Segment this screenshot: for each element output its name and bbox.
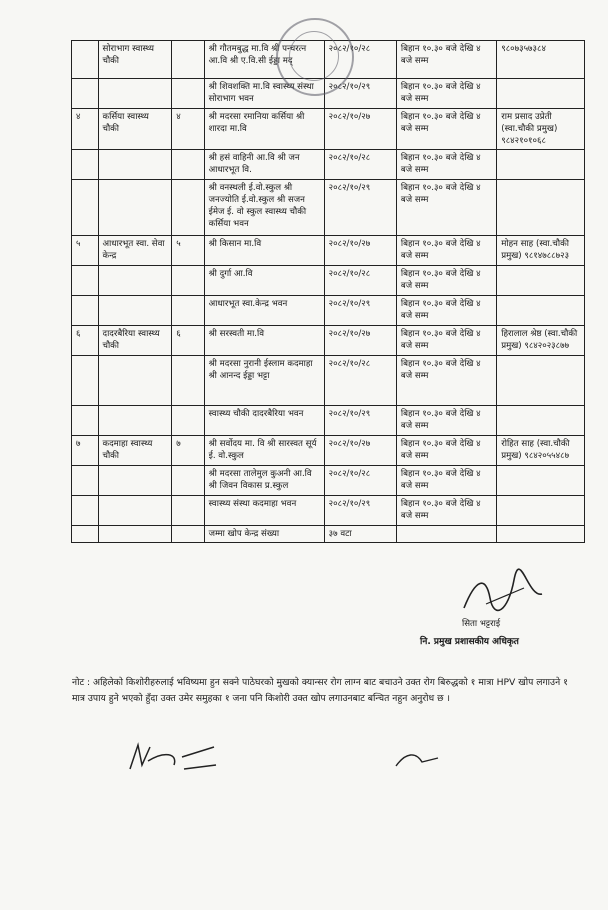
cell-school: श्री मदरसा नुरानी ईस्लाम कदमाहा श्री आनन्द ईड्डा भट्टा [204, 356, 324, 406]
cell-no: ४ [72, 109, 99, 150]
cell-contact: हिरालाल श्रेष्ठ (स्वा.चौकी प्रमुख) ९८४२०२३८७७ [497, 326, 585, 356]
cell-contact [497, 296, 585, 326]
signer-name: सिता भट्टराई [462, 619, 501, 629]
cell-date: २०८२/१०/२९ [324, 180, 396, 236]
cell-empty [172, 526, 204, 543]
cell-date: २०८२/१०/२९ [324, 406, 396, 436]
table-row [72, 406, 585, 436]
cell-no [72, 406, 99, 436]
cell-date: २०८२/१०/२८ [324, 356, 396, 406]
cell-post [98, 406, 172, 436]
cell-contact [497, 496, 585, 526]
cell-contact: ९८०७३५७३८४ [497, 41, 585, 79]
cell-contact: रोहित साह (स्वा.चौकी प्रमुख) ९८४२०५५४८७ [497, 436, 585, 466]
cell-count [172, 466, 204, 496]
cell-total-label: जम्मा खोप केन्द्र संख्या [204, 526, 324, 543]
cell-count [172, 296, 204, 326]
table-row [72, 236, 585, 266]
cell-time: बिहान १०.३० बजे देखि ४ बजे सम्म [396, 296, 496, 326]
cell-date: २०८२/१०/२७ [324, 326, 396, 356]
cell-no [72, 466, 99, 496]
cell-post [98, 466, 172, 496]
cell-no [72, 180, 99, 236]
cell-date: २०८२/१०/२७ [324, 236, 396, 266]
cell-empty [72, 526, 99, 543]
table-row [72, 180, 585, 236]
cell-post [98, 266, 172, 296]
cell-school: स्वास्थ्य चौकी दादरबैरिया भवन [204, 406, 324, 436]
table-row [72, 296, 585, 326]
cell-post [98, 296, 172, 326]
cell-school: श्री वनस्थली ई.वो.स्कुल श्री जनज्योति ई.वो.स्कुल श्री सजन ईमेज ई. वो स्कुल स्वास्थ्य चौकी कर्सिया भवन [204, 180, 324, 236]
cell-count [172, 496, 204, 526]
cell-time: बिहान १०.३० बजे देखि ४ बजे सम्म [396, 180, 496, 236]
cell-no [72, 41, 99, 79]
cell-count: ५ [172, 236, 204, 266]
cell-contact [497, 266, 585, 296]
cell-time: बिहान १०.३० बजे देखि ४ बजे सम्म [396, 466, 496, 496]
cell-time: बिहान १०.३० बजे देखि ४ बजे सम्म [396, 79, 496, 109]
cell-post: सोराभाग स्वास्थ्य चौकी [98, 41, 172, 79]
cell-school: श्री मदरसा रमानिया कर्सिया श्री शारदा मा.वि [204, 109, 324, 150]
cell-school: श्री गौतमबुद्ध मा.वि श्री पन्चरत्न आ.वि श्री ए.वि.सी ईड्डा मद् [204, 41, 324, 79]
signature-mark [456, 568, 546, 618]
cell-school: श्री किसान मा.वि [204, 236, 324, 266]
cell-school: श्री मदरसा तालेमुल कुअनी आ.वि श्री जिवन विकास प्र.स्कुल [204, 466, 324, 496]
cell-date: २०८२/१०/२७ [324, 436, 396, 466]
cell-time: बिहान १०.३० बजे देखि ४ बजे सम्म [396, 150, 496, 180]
cell-time: बिहान १०.३० बजे देखि ४ बजे सम्म [396, 109, 496, 150]
cell-contact [497, 150, 585, 180]
cell-school: श्री दुर्गा आ.वि [204, 266, 324, 296]
cell-no: ६ [72, 326, 99, 356]
cell-school: श्री सरस्वती मा.वि [204, 326, 324, 356]
cell-no [72, 150, 99, 180]
cell-empty [396, 526, 496, 543]
table-row [72, 266, 585, 296]
table-row [72, 109, 585, 150]
cell-post [98, 150, 172, 180]
cell-post [98, 79, 172, 109]
cell-contact [497, 356, 585, 406]
cell-post [98, 180, 172, 236]
cell-post [98, 356, 172, 406]
cell-count: ७ [172, 436, 204, 466]
table-row [72, 436, 585, 466]
cell-time: बिहान १०.३० बजे देखि ४ बजे सम्म [396, 356, 496, 406]
cell-no [72, 496, 99, 526]
cell-date: २०८२/१०/२८ [324, 150, 396, 180]
cell-date: २०८२/१०/२८ [324, 41, 396, 79]
cell-count: ४ [172, 109, 204, 150]
cell-time: बिहान १०.३० बजे देखि ४ बजे सम्म [396, 236, 496, 266]
table-row [72, 496, 585, 526]
cell-school: आधारभूत स्वा.केन्द्र भवन [204, 296, 324, 326]
cell-school: श्री शिवशक्ति मा.वि स्वास्थ्य संस्था सोराभाग भवन [204, 79, 324, 109]
cell-contact [497, 79, 585, 109]
cell-contact: मोहन साह (स्वा.चौकी प्रमुख) ९८१४७८८७२३ [497, 236, 585, 266]
initials-signature [124, 735, 220, 781]
cell-empty [497, 526, 585, 543]
cell-contact [497, 180, 585, 236]
cell-post: कर्सिया स्वास्थ्य चौकी [98, 109, 172, 150]
cell-contact: राम प्रसाद उप्रेती (स्वा.चौकी प्रमुख) ९८४२१०१०६८ [497, 109, 585, 150]
cell-time: बिहान १०.३० बजे देखि ४ बजे सम्म [396, 41, 496, 79]
cell-no: ५ [72, 236, 99, 266]
cell-total-value: ३७ वटा [324, 526, 396, 543]
cell-date: २०८२/१०/२९ [324, 79, 396, 109]
office-stamp [276, 18, 354, 96]
cell-post: दादरबैरिया स्वास्थ्य चौकी [98, 326, 172, 356]
cell-count [172, 266, 204, 296]
cell-date: २०८२/१०/२८ [324, 266, 396, 296]
cell-date: २०८२/१०/२७ [324, 109, 396, 150]
table-row [72, 150, 585, 180]
cell-time: बिहान १०.३० बजे देखि ४ बजे सम्म [396, 436, 496, 466]
cell-count: ६ [172, 326, 204, 356]
table-row [72, 326, 585, 356]
table-row [72, 356, 585, 406]
cell-time: बिहान १०.३० बजे देखि ४ बजे सम्म [396, 496, 496, 526]
cell-school: स्वास्थ्य संस्था कदमाहा भवन [204, 496, 324, 526]
vaccination-schedule-table [71, 40, 585, 543]
cell-time: बिहान १०.३० बजे देखि ४ बजे सम्म [396, 406, 496, 436]
initials-mark [392, 748, 442, 774]
cell-contact [497, 406, 585, 436]
cell-count [172, 406, 204, 436]
cell-no [72, 79, 99, 109]
signer-title: नि. प्रमुख प्रशासकीय अधिकृत [420, 637, 519, 647]
cell-no [72, 296, 99, 326]
cell-count [172, 150, 204, 180]
table-row [72, 466, 585, 496]
cell-date: २०८२/१०/२९ [324, 296, 396, 326]
cell-no [72, 356, 99, 406]
cell-post: कदमाहा स्वास्थ्य चौकी [98, 436, 172, 466]
cell-school: श्री सर्वोदय मा. वि श्री सारस्वत सूर्य ई. वो.स्कुल [204, 436, 324, 466]
total-row [72, 526, 585, 543]
cell-count [172, 41, 204, 79]
cell-no: ७ [72, 436, 99, 466]
cell-no [72, 266, 99, 296]
cell-post: आधारभूत स्वा. सेवा केन्द्र [98, 236, 172, 266]
cell-date: २०८२/१०/२९ [324, 496, 396, 526]
note-text: नोट : अहिलेको किशोरीहरुलाई भविष्यमा हुन सक्ने पाठेघरको मुखको क्यान्सर रोग लाग्न बाट बचाउने उक्त रोग बिरुद्धको १ मात्रा HPV खोप लगाउने १ मात्र उपाय हुने भएको हुँदा उक्त उमेर समुहका १ जना पनि किशोरी उक्त खोप लगाउनबाट बन्चित नहुन अनुरोध छ । [72, 677, 568, 704]
cell-post [98, 496, 172, 526]
cell-count [172, 356, 204, 406]
cell-empty [98, 526, 172, 543]
cell-contact [497, 466, 585, 496]
cell-school: श्री हसं वाहिनी आ.वि श्री जन आधारभूत वि. [204, 150, 324, 180]
cell-date: २०८२/१०/२८ [324, 466, 396, 496]
cell-count [172, 79, 204, 109]
cell-count [172, 180, 204, 236]
cell-time: बिहान १०.३० बजे देखि ४ बजे सम्म [396, 266, 496, 296]
cell-time: बिहान १०.३० बजे देखि ४ बजे सम्म [396, 326, 496, 356]
